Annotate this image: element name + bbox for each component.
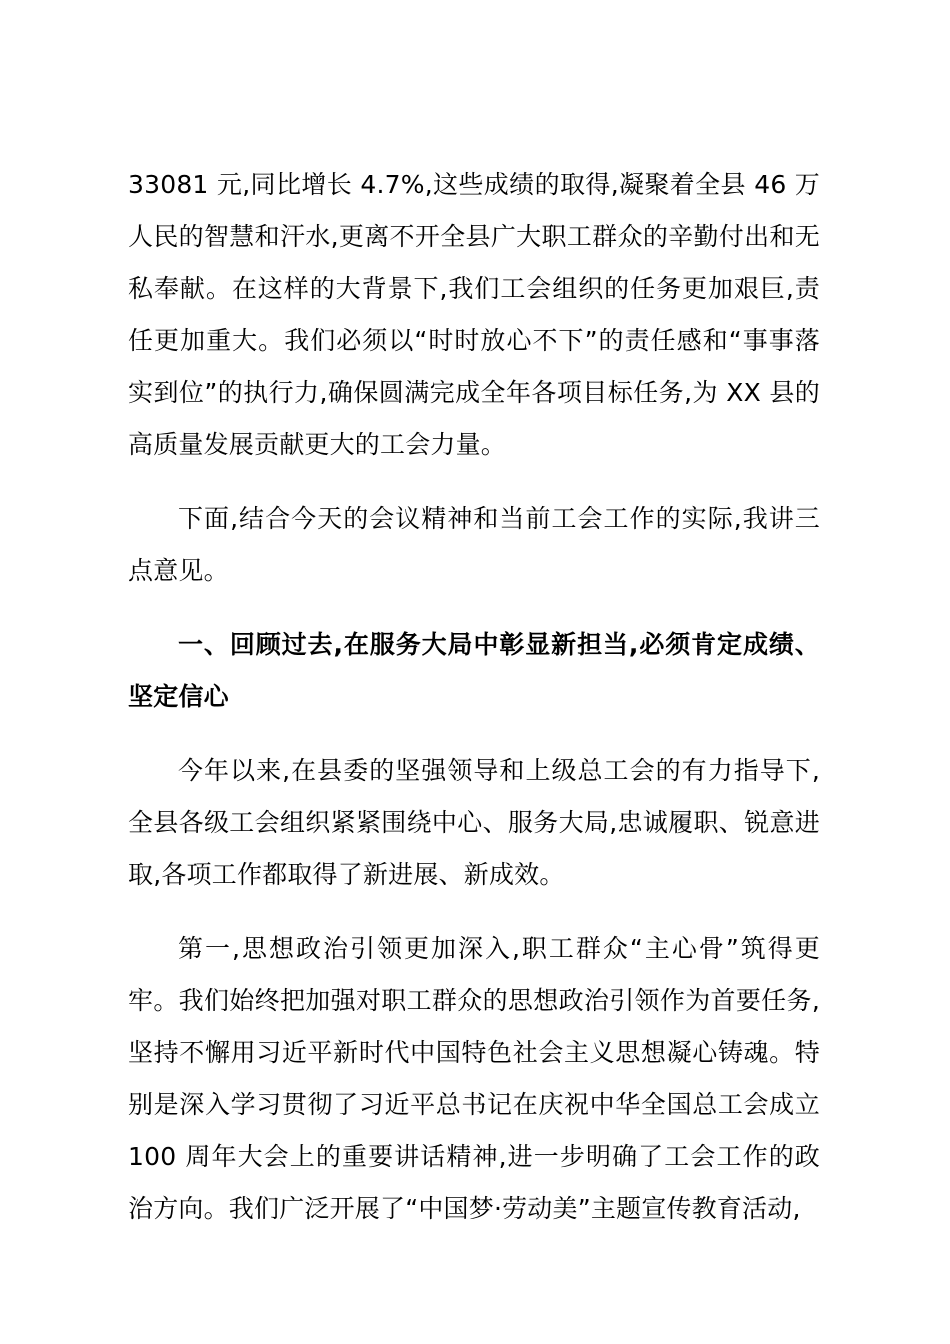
document-page bbox=[128, 159, 820, 1257]
paragraph-ideological-guidance: 第一,思想政治引领更加深入,职工群众“主心骨”筑得更牢。我们始终把加强对职工群众的思想政治引领作为首要任务,坚持不懈用习近平新时代中国特色社会主义思想凝心铸魂。特别是深入学习贯彻了习近平总书记在庆祝中华全国总工会成立100 周年大会上的重要讲话精神,进一步明确了工会工作的政治方向。我们广泛开展了“中国梦·劳动美”主题宣传教育活动, bbox=[128, 934, 820, 1223]
paragraph-three-points-intro: 下面,结合今天的会议精神和当前工会工作的实际,我讲三点意见。 bbox=[128, 504, 820, 585]
paragraph-achievements-summary: 33081 元,同比增长 4.7%,这些成绩的取得,凝聚着全县 46 万人民的智慧和汗水,更离不开全县广大职工群众的辛勤付出和无私奉献。在这样的大背景下,我们工会组织的任务更加艰巨,责任更加重大。我们必须以“时时放心不下”的责任感和“事事落实到位”的执行力,确保圆满完成全年各项目标任务,为 XX 县的高质量发展贡献更大的工会力量。 bbox=[128, 170, 820, 459]
section-heading-review-past: 一、回顾过去,在服务大局中彰显新担当,必须肯定成绩、坚定信心 bbox=[128, 630, 820, 711]
paragraph-progress-overview: 今年以来,在县委的坚强领导和上级总工会的有力指导下,全县各级工会组织紧紧围绕中心、服务大局,忠诚履职、锐意进取,各项工作都取得了新进展、新成效。 bbox=[128, 756, 820, 889]
